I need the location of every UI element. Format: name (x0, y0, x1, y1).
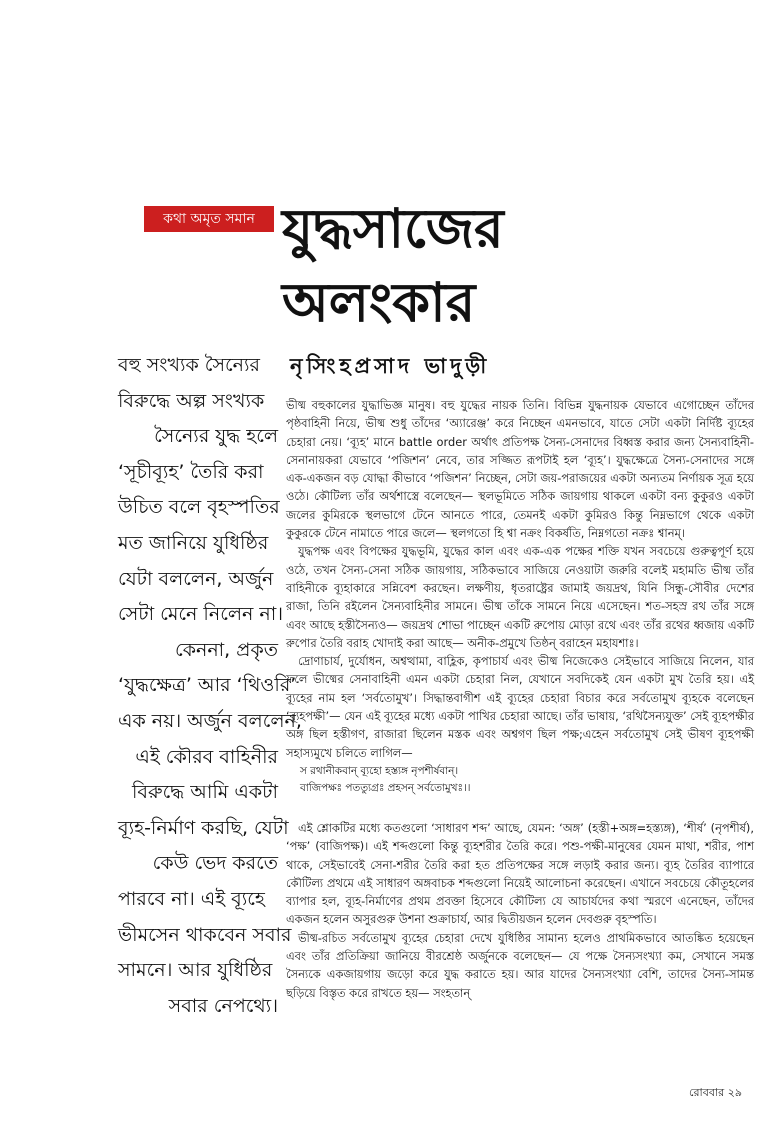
pull-quote-line: বিরুদ্ধে অল্প সংখ্যক (118, 389, 265, 412)
paragraph: ভীষ্ম বহুকালের যুদ্ধাভিজ্ঞ মানুষ। বহু যুদ্ধের নায়ক তিনি। বিভিন্ন যুদ্ধনায়ক যেভাবে এগোচ্ছেন তাঁদের পৃষ্ঠবাহিনী নিয়ে, ভীষ্ম শুধু তাঁদের ‘অ্যারেঞ্জ’ করে নিচ্ছেন এমনভাবে, যাতে সেটা একটা নির্দিষ্ট ব্যূহের চেহারা নেয়। ‘ব্যূহ’ মানে battle order অর্থাৎ প্রতিপক্ষ সৈন্য-সেনাদের বিধ্বস্ত করার জন্য সৈন্যবাহিনী-সেনানায়করা যেভাবে ‘পজিশন’ নেবে, তার সজ্জিত রূপটাই হল ‘ব্যূহ’। যুদ্ধক্ষেত্রে সৈন্য-সেনাদের সঙ্গে এক-একজন বড় যোদ্ধা কীভাবে ‘পজিশন’ নিচ্ছেন, সেটা জয়-পরাজয়ের একটা অন্যতম নির্ণায়ক সূত্র হয়ে ওঠে। কৌটিল্য তাঁর অর্থশাস্ত্রে বলেছেন— স্থলভূমিতে সঠিক জায়গায় থাকলে একটা বন্য কুকুরও একটা জলের কুমিরকে স্থলভাগে টেনে আনতে পারে, তেমনই একটা কুমিরও কিন্তু নিম্নভাগে থেকে একটা কুকুরকে টেনে নামাতে পারে জলে— স্থলগতো হি শ্বা নক্রং বিকর্ষতি, নিম্নগতো নক্রঃ শ্বানম্। (286, 398, 754, 541)
sanskrit-verse (300, 763, 754, 797)
title-line: অলংকার (282, 271, 476, 334)
paragraph: যুদ্ধপক্ষ এবং বিপক্ষের যুদ্ধভূমি, যুদ্ধের কাল এবং এক-এক পক্ষের শক্তি যখন সবচেয়ে গুরুত্বপূর্ণ হয়ে ওঠে, তখন সৈন্য-সেনা সঠিক জায়গায়, সঠিকভাবে সাজিয়ে নেওয়াটা জরুরি বলেই মহামতি ভীষ্ম তাঁর বাহিনীকে ব্যূহাকারে সন্নিবেশ করছেন। লক্ষণীয়, ধৃতরাষ্ট্রের জামাই জয়দ্রথ, যিনি সিন্ধু-সৌবীর দেশের রাজা, তিনি রইলেন সৈন্যবাহিনীর সামনে। ভীষ্ম তাঁকে সামনে নিয়ে এসেছেন। শত-সহস্র রথ তাঁর সঙ্গে এবং আছে হস্তীসৈন্যও— জয়দ্রথ শোভা পাচ্ছেন একটি রুপোয় মোড়া রথে এবং তাঁর রথের ধ্বজায় একটি রুপোর তৈরি বরাহ খোদাই করা আছে— অনীক-প্রমুখে তিষ্ঠন্ বরাহেন মহাযশাঃ। (286, 544, 754, 650)
pull-quote-line: বহু সংখ্যক সৈন্যের (118, 354, 260, 376)
pull-quote-line: সেটা মেনে নিলেন না। (118, 603, 284, 626)
pull-quote-line: ব্যূহ-নির্মাণ করছি, যেটা (118, 816, 289, 839)
section-tag: কথা অমৃত সমান (144, 206, 274, 232)
pull-quote-line: কেউ ভেদ করতে (152, 852, 278, 875)
pull-quote-line: এই কৌরব বাহিনীর (135, 745, 278, 768)
pull-quote-line: ভীমসেন থাকবেন সবার (118, 923, 292, 946)
pull-quote-line: ‘সূচীব্যূহ’ তৈরি করা (118, 460, 264, 483)
paragraph: এই শ্লোকটির মধ্যে কতগুলো ‘সাধারণ শব্দ’ আছে, যেমন: ‘অঙ্গ’ (হস্তী+অঙ্গ=হস্ত্যঙ্গ), ‘শীর্ষ’ (নৃপশীর্ষ), ‘পক্ষ’ (বাজিপক্ষ)। এই শব্দগুলো কিন্তু ব্যূহশরীর তৈরি করে। পশু-পক্ষী-মানুষের যেমন মাথা, শরীর, পাশ থাকে, সেইভাবেই সেনা-শরীর তৈরি করা হত প্রতিপক্ষের সঙ্গে লড়াই করার জন্য। ব্যূহ তৈরির ব্যাপারে কৌটিল্য প্রথমে এই সাধারণ অঙ্গবাচক শব্দগুলো নিয়েই আলোচনা করেছেন। এখানে সবচেয়ে কৌতূহলের ব্যাপার হল, ব্যূহ-নির্মাণের প্রথম প্রবক্তা হিসেবে কৌটিল্য যে আচার্যদের কথা স্মরণে এনেছেন, তাঁদের একজন হলেন অসুরগুরু উশনা শুক্রাচার্য, আর দ্বিতীয়জন হলেন দেবগুরু বৃহস্পতি। (286, 820, 754, 927)
pull-quote-line: মত জানিয়ে যুধিষ্ঠির (118, 531, 269, 554)
pull-quote-line: এক নয়। অর্জুন বললেন, (118, 709, 302, 732)
page-folio: রোববার ২৯ (689, 1086, 742, 1099)
pull-quote-line: পারবে না। এই ব্যূহে (118, 887, 265, 910)
pull-quote (118, 348, 302, 1024)
article-body (286, 396, 754, 1002)
pull-quote-line: সবার নেপথ্যে। (168, 994, 278, 1017)
pull-quote-line: কেননা, প্রকৃত (174, 638, 278, 661)
paragraph: ভীষ্ম-রচিত সর্বতোমুখ ব্যূহের চেহারা দেখে যুধিষ্ঠির সামান্য হলেও প্রাথমিকভাবে আতঙ্কিত হয়েছেন এবং তাঁর প্রতিক্রিয়া জানিয়ে বীরশ্রেষ্ঠ অর্জুনকে বলেছেন— যে পক্ষে সৈন্যসংখ্যা কম, সেখানে সমস্ত সৈন্যকে একজায়গায় জড়ো করে যুদ্ধ করাতে হয়। আর যাদের সৈন্যসংখ্যা বেশি, তাদের সৈন্য-সামন্ত ছড়িয়ে বিস্তৃত করে রাখতে হয়— সংহতান্ (286, 930, 754, 1000)
article-title (282, 192, 762, 340)
pull-quote-line: সামনে। আর যুধিষ্ঠির (118, 959, 273, 982)
verse-line: বাজিপক্ষঃ পতত্যুগ্রঃ প্রহসন্ সর্বতোমুখঃ।। (300, 781, 471, 794)
title-line: যুদ্ধসাজের (282, 197, 504, 260)
pull-quote-line: যেটা বললেন, অর্জুন (118, 567, 274, 590)
pull-quote-line: বিরুদ্ধে আমি একটা (132, 781, 278, 804)
verse-line: স রথানীকবান্ ব্যূহো হস্ত্যঙ্গ নৃপশীর্ষবান্। (300, 764, 459, 777)
author-byline: নৃসিংহপ্রসাদ ভাদুড়ী (290, 354, 491, 378)
pull-quote-line: সৈন্যের যুদ্ধ হলে (154, 425, 278, 448)
pull-quote-line: উচিত বলে বৃহস্পতির (118, 496, 280, 519)
paragraph: দ্রোণাচার্য, দুর্যোধন, অশ্বত্থামা, বাহ্লিক, কৃপাচার্য এবং ভীষ্ম নিজেকেও সেইভাবে সাজিয়ে নিলেন, যার ফলে ভীষ্মের সেনাবাহিনী এমন একটা চেহারা নিল, যেখানে সবদিকেই যেন একটা মুখ তৈরি হয়। এই ব্যূহের নাম হল ‘সর্বতোমুখ’। সিদ্ধান্তবাগীশ এই ব্যূহের চেহারা বিচার করে সর্বতোমুখ ব্যূহকে বলেছেন ‘ব্যূহপক্ষী’— যেন এই ব্যূহের মধ্যে একটা পাখির চেহারা আছে। তাঁর ভাষায়, ‘রথিসৈন্যযুক্ত’ সেই ব্যূহপক্ষীর অঙ্গ ছিল হস্তীগণ, রাজারা ছিলেন মস্তক এবং অশ্বগণ ছিল পক্ষ;এহেন সর্বতোমুখ সেই ভীষণ ব্যূহপক্ষী সহাস্যমুখে চলিতে লাগিল— (286, 654, 755, 760)
pull-quote-line: ‘যুদ্ধক্ষেত্র’ আর ‘থিওরি’ (118, 674, 297, 697)
